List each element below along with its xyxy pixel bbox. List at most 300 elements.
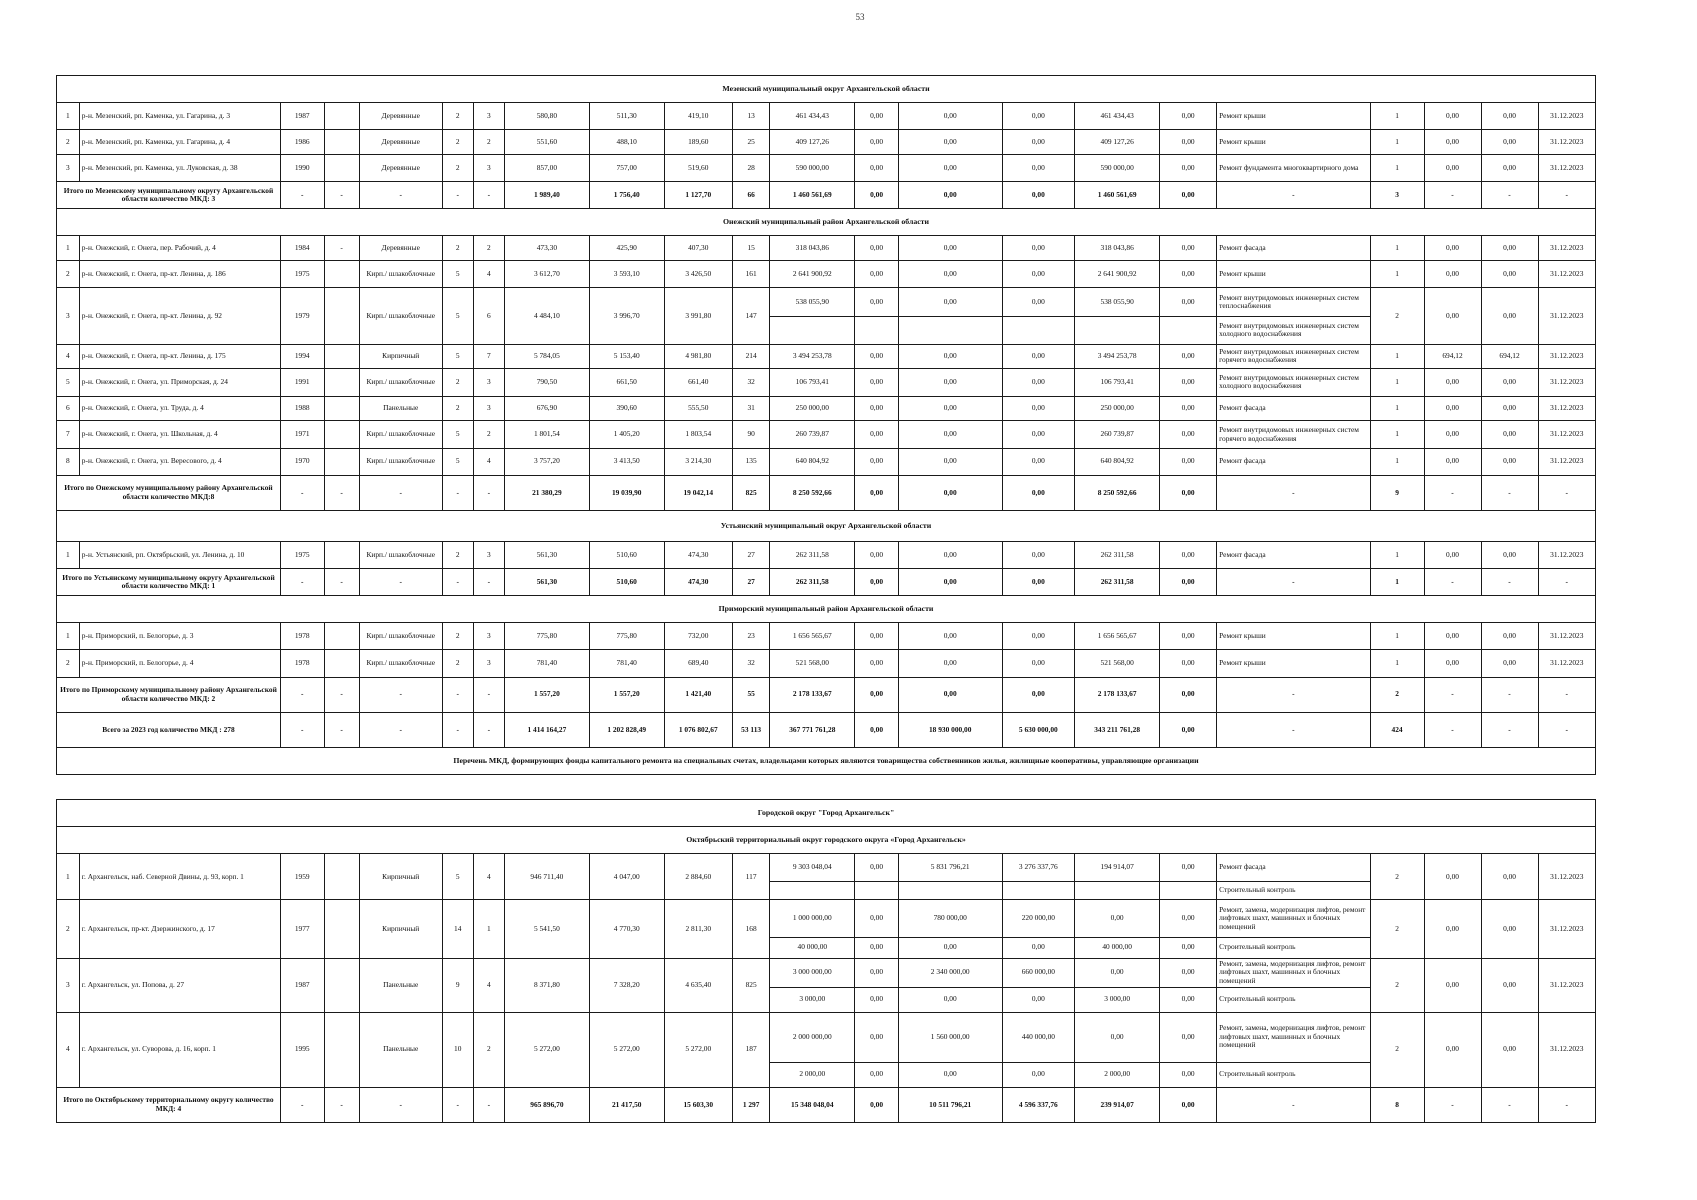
cost-local: 0,00: [1002, 369, 1075, 396]
wall-material: Кирп./ шлакоблочные: [359, 369, 442, 396]
section-header-onezhsky: Онежский муниципальный район Архангельской области: [57, 209, 1596, 236]
limit-cost: 0,00: [1481, 854, 1538, 900]
total-value: -: [324, 1087, 359, 1122]
total-label: Итого по Приморскому муниципальному району Архангельской области количество МКД: 2: [57, 677, 281, 712]
total-value: 4 596 337,76: [1002, 1087, 1075, 1122]
total-cost: 640 804,92: [770, 448, 855, 475]
cost-owners: 3 494 253,78: [1075, 344, 1160, 369]
cost-fund: 0,00: [855, 236, 899, 261]
entrances: 4: [473, 854, 504, 900]
work-count: 1: [1370, 344, 1424, 369]
total-value: -: [1424, 569, 1481, 596]
year: 1959: [280, 854, 324, 900]
total-value: 367 771 761,28: [770, 712, 855, 747]
residential-area: 661,40: [664, 369, 732, 396]
year: 1978: [280, 650, 324, 677]
work-count: 1: [1370, 369, 1424, 396]
limit-cost: 0,00: [1481, 900, 1538, 958]
table-row: [57, 288, 1596, 317]
limit-cost: 0,00: [1481, 421, 1538, 448]
work-count: 1: [1370, 542, 1424, 569]
total-value: -: [1424, 677, 1481, 712]
cost-owners: 318 043,86: [1075, 236, 1160, 261]
wall-material: Деревянные: [359, 130, 442, 155]
empty-col: [324, 854, 359, 900]
unit-cost: 0,00: [1424, 623, 1481, 650]
floors: 14: [442, 900, 473, 958]
total-value: 0,00: [898, 182, 1002, 209]
total-value: 5 630 000,00: [1002, 712, 1075, 747]
total-cost: 1 656 565,67: [770, 623, 855, 650]
work-count: 1: [1370, 130, 1424, 155]
residents: 32: [732, 369, 769, 396]
total-value: -: [1481, 712, 1538, 747]
group-ustyansky: [57, 542, 1596, 596]
unit-cost: 0,00: [1424, 1012, 1481, 1087]
total-area: 3 612,70: [504, 261, 589, 288]
total-value: 0,00: [855, 677, 899, 712]
work-count: 1: [1370, 261, 1424, 288]
work-count: 2: [1370, 288, 1424, 344]
address: р-н. Устьянский, рп. Октябрьский, ул. Ленина, д. 10: [79, 542, 280, 569]
table-row: [57, 261, 1596, 288]
address: р-н. Онежский, г. Онега, пр-кт. Ленина, д. 186: [79, 261, 280, 288]
deadline: 31.12.2023: [1538, 236, 1595, 261]
deadline: 31.12.2023: [1538, 854, 1595, 900]
cost-regional: 0,00: [898, 369, 1002, 396]
wall-material: Панельные: [359, 1012, 442, 1087]
total-cost: 250 000,00: [770, 396, 855, 421]
section-header-special-accounts: Перечень МКД, формирующих фонды капитального ремонта на специальных счетах, владельцами которых являются товарищества собственников жилья, жилищные кооперативы, управляющие организации: [57, 748, 1596, 775]
total-value: 0,00: [1002, 475, 1075, 510]
residential-area: 519,60: [664, 155, 732, 182]
total-value: -: [1424, 712, 1481, 747]
cost-other: 0,00: [1160, 958, 1217, 987]
cost-regional: 0,00: [898, 623, 1002, 650]
total-area: 561,30: [504, 542, 589, 569]
total-value: 55: [732, 677, 769, 712]
work-count: 2: [1370, 854, 1424, 900]
cost-owners: 0,00: [1075, 900, 1160, 937]
total-cost: 262 311,58: [770, 542, 855, 569]
empty-col: [324, 396, 359, 421]
work-type: Ремонт внутридомовых инженерных систем горячего водоснабжения: [1217, 344, 1370, 369]
total-value: -: [473, 712, 504, 747]
total-cost: 2 641 900,92: [770, 261, 855, 288]
work-type: Ремонт фасада: [1217, 396, 1370, 421]
total-value: 9: [1370, 475, 1424, 510]
total-value: 19 039,90: [589, 475, 664, 510]
floors: 2: [442, 650, 473, 677]
year: 1978: [280, 623, 324, 650]
total-value: 1 421,40: [664, 677, 732, 712]
total-cost: 3 494 253,78: [770, 344, 855, 369]
limit-cost: 0,00: [1481, 261, 1538, 288]
unit-cost: 0,00: [1424, 900, 1481, 958]
residential-area: 3 991,80: [664, 288, 732, 344]
cost-local: 3 276 337,76: [1002, 854, 1075, 881]
total-value: 0,00: [1160, 712, 1217, 747]
cost-other: 0,00: [1160, 261, 1217, 288]
floors: 2: [442, 236, 473, 261]
deadline: 31.12.2023: [1538, 261, 1595, 288]
cost-other: 0,00: [1160, 236, 1217, 261]
total-cost: 40 000,00: [770, 937, 855, 958]
total-area: 790,50: [504, 369, 589, 396]
entrances: 6: [473, 288, 504, 344]
limit-cost: 0,00: [1481, 542, 1538, 569]
total-row: [57, 475, 1596, 510]
floors: 5: [442, 261, 473, 288]
total-value: 0,00: [1160, 677, 1217, 712]
total-value: -: [442, 712, 473, 747]
address: р-н. Онежский, г. Онега, ул. Приморская, д. 24: [79, 369, 280, 396]
residential-area: 555,50: [664, 396, 732, 421]
total-label: Итого по Устьянскому муниципальному округу Архангельской области количество МКД: 1: [57, 569, 281, 596]
limit-cost: 0,00: [1481, 958, 1538, 1012]
total-value: 262 311,58: [770, 569, 855, 596]
cost-local: 0,00: [1002, 130, 1075, 155]
limit-cost: 0,00: [1481, 369, 1538, 396]
cost-other: 0,00: [1160, 421, 1217, 448]
total-value: 1 989,40: [504, 182, 589, 209]
total-value: -: [1538, 677, 1595, 712]
cost-owners: 2 000,00: [1075, 1062, 1160, 1087]
total-label: Итого по Мезенскому муниципальному округу Архангельской области количество МКД: 3: [57, 182, 281, 209]
total-cost: 3 000 000,00: [770, 958, 855, 987]
total-value: -: [473, 182, 504, 209]
total-value: 27: [732, 569, 769, 596]
residents: 214: [732, 344, 769, 369]
cost-regional: 0,00: [898, 396, 1002, 421]
total-value: -: [1217, 712, 1370, 747]
total-value: -: [1481, 182, 1538, 209]
deadline: 31.12.2023: [1538, 1012, 1595, 1087]
work-type: Ремонт фасада: [1217, 854, 1370, 881]
cost-other: 0,00: [1160, 650, 1217, 677]
address: р-н. Мезенский, рп. Каменка, ул. Гагарина, д. 3: [79, 103, 280, 130]
total-value: 0,00: [1160, 182, 1217, 209]
cost-fund: 0,00: [855, 396, 899, 421]
blank-cell: [1002, 881, 1075, 900]
row-number: 2: [57, 900, 80, 958]
limit-cost: 0,00: [1481, 650, 1538, 677]
entrances: 2: [473, 130, 504, 155]
cost-local: 0,00: [1002, 155, 1075, 182]
entrances: 3: [473, 103, 504, 130]
spacer-row: [57, 775, 1596, 800]
limit-cost: 0,00: [1481, 396, 1538, 421]
cost-other: 0,00: [1160, 130, 1217, 155]
cost-fund: 0,00: [855, 987, 899, 1012]
year: 1979: [280, 288, 324, 344]
total-value: 0,00: [1002, 182, 1075, 209]
work-type: Строительный контроль: [1217, 987, 1370, 1012]
year: 1984: [280, 236, 324, 261]
cost-fund: 0,00: [855, 344, 899, 369]
group-mezensky: [57, 103, 1596, 209]
deadline: 31.12.2023: [1538, 650, 1595, 677]
total-value: 0,00: [1002, 677, 1075, 712]
cost-regional: 0,00: [898, 448, 1002, 475]
row-number: 1: [57, 542, 80, 569]
residents: 135: [732, 448, 769, 475]
entrances: 7: [473, 344, 504, 369]
living-area: 510,60: [589, 542, 664, 569]
cost-fund: 0,00: [855, 369, 899, 396]
total-value: -: [1424, 475, 1481, 510]
living-area: 781,40: [589, 650, 664, 677]
year: 1970: [280, 448, 324, 475]
year: 1975: [280, 542, 324, 569]
unit-cost: 0,00: [1424, 421, 1481, 448]
total-value: -: [280, 475, 324, 510]
cost-local: 440 000,00: [1002, 1012, 1075, 1062]
work-type: Ремонт фасада: [1217, 448, 1370, 475]
total-label: Всего за 2023 год количество МКД : 278: [57, 712, 281, 747]
work-count: 2: [1370, 1012, 1424, 1087]
row-number: 2: [57, 130, 80, 155]
total-value: 1 127,70: [664, 182, 732, 209]
residents: 32: [732, 650, 769, 677]
living-area: 3 413,50: [589, 448, 664, 475]
cost-other: 0,00: [1160, 623, 1217, 650]
work-type: Ремонт фасада: [1217, 542, 1370, 569]
year: 1991: [280, 369, 324, 396]
total-value: 343 211 761,28: [1075, 712, 1160, 747]
residential-area: 1 803,54: [664, 421, 732, 448]
deadline: 31.12.2023: [1538, 421, 1595, 448]
residential-area: 419,10: [664, 103, 732, 130]
cost-owners: 409 127,26: [1075, 130, 1160, 155]
deadline: 31.12.2023: [1538, 623, 1595, 650]
empty-col: [324, 958, 359, 1012]
total-value: 561,30: [504, 569, 589, 596]
empty-col: [324, 421, 359, 448]
entrances: 4: [473, 958, 504, 1012]
empty-col: [324, 900, 359, 958]
total-value: 15 603,30: [664, 1087, 732, 1122]
living-area: 5 272,00: [589, 1012, 664, 1087]
cost-regional: 0,00: [898, 236, 1002, 261]
blank-cell: [898, 881, 1002, 900]
year: 1975: [280, 261, 324, 288]
total-value: -: [1481, 677, 1538, 712]
cost-regional: 0,00: [898, 155, 1002, 182]
unit-cost: 0,00: [1424, 369, 1481, 396]
empty-col: [324, 103, 359, 130]
cost-fund: 0,00: [855, 155, 899, 182]
year: 1987: [280, 103, 324, 130]
total-value: -: [280, 712, 324, 747]
total-area: 781,40: [504, 650, 589, 677]
residents: 15: [732, 236, 769, 261]
residential-area: 4 981,80: [664, 344, 732, 369]
total-label: Итого по Онежскому муниципальному району Архангельской области количество МКД:8: [57, 475, 281, 510]
total-value: 8 250 592,66: [1075, 475, 1160, 510]
entrances: 3: [473, 396, 504, 421]
cost-regional: 0,00: [898, 542, 1002, 569]
wall-material: Кирп./ шлакоблочные: [359, 288, 442, 344]
total-area: 8 371,80: [504, 958, 589, 1012]
limit-cost: 0,00: [1481, 288, 1538, 344]
deadline: 31.12.2023: [1538, 396, 1595, 421]
limit-cost: 0,00: [1481, 1012, 1538, 1087]
residents: 90: [732, 421, 769, 448]
limit-cost: 0,00: [1481, 623, 1538, 650]
wall-material: Кирп./ шлакоблочные: [359, 448, 442, 475]
living-area: 425,90: [589, 236, 664, 261]
deadline: 31.12.2023: [1538, 958, 1595, 1012]
table-row: [57, 623, 1596, 650]
unit-cost: 0,00: [1424, 261, 1481, 288]
empty-col: -: [324, 236, 359, 261]
cost-regional: 0,00: [898, 937, 1002, 958]
work-type: Ремонт внутридомовых инженерных систем теплоснабжения: [1217, 288, 1370, 317]
total-value: 53 113: [732, 712, 769, 747]
total-value: 825: [732, 475, 769, 510]
cost-owners: 194 914,07: [1075, 854, 1160, 881]
year: 1990: [280, 155, 324, 182]
living-area: 4 047,00: [589, 854, 664, 900]
total-value: -: [324, 475, 359, 510]
cost-fund: 0,00: [855, 288, 899, 317]
residential-area: 3 214,30: [664, 448, 732, 475]
row-number: 6: [57, 396, 80, 421]
address: р-н. Онежский, г. Онега, ул. Школьная, д. 4: [79, 421, 280, 448]
cost-regional: 0,00: [898, 130, 1002, 155]
total-area: 1 801,54: [504, 421, 589, 448]
total-value: -: [324, 712, 359, 747]
total-value: 510,60: [589, 569, 664, 596]
floors: 2: [442, 155, 473, 182]
blank-cell: [855, 317, 899, 344]
total-value: 15 348 048,04: [770, 1087, 855, 1122]
total-value: -: [1424, 1087, 1481, 1122]
total-value: 2: [1370, 677, 1424, 712]
group-onezhsky: [57, 236, 1596, 511]
cost-local: 0,00: [1002, 236, 1075, 261]
floors: 2: [442, 623, 473, 650]
cost-fund: 0,00: [855, 854, 899, 881]
cost-owners: 262 311,58: [1075, 542, 1160, 569]
unit-cost: 0,00: [1424, 288, 1481, 344]
total-label: Итого по Октябрьскому территориальному округу количество МКД: 4: [57, 1087, 281, 1122]
residents: 23: [732, 623, 769, 650]
total-value: -: [359, 475, 442, 510]
cost-owners: 0,00: [1075, 958, 1160, 987]
cost-regional: 780 000,00: [898, 900, 1002, 937]
deadline: 31.12.2023: [1538, 288, 1595, 344]
cost-other: 0,00: [1160, 542, 1217, 569]
living-area: 488,10: [589, 130, 664, 155]
total-value: 262 311,58: [1075, 569, 1160, 596]
total-value: 21 417,50: [589, 1087, 664, 1122]
cost-regional: 1 560 000,00: [898, 1012, 1002, 1062]
table-row: [57, 448, 1596, 475]
total-value: -: [1217, 475, 1370, 510]
cost-fund: 0,00: [855, 103, 899, 130]
wall-material: Панельные: [359, 958, 442, 1012]
address: р-н. Приморский, п. Белогорье, д. 4: [79, 650, 280, 677]
floors: 5: [442, 854, 473, 900]
address: р-н. Мезенский, рп. Каменка, ул. Гагарина, д. 4: [79, 130, 280, 155]
cost-owners: 250 000,00: [1075, 396, 1160, 421]
work-type: Ремонт крыши: [1217, 650, 1370, 677]
address: г. Архангельск, пр-кт. Дзержинского, д. 17: [79, 900, 280, 958]
total-value: -: [442, 1087, 473, 1122]
section-header-mezensky: Мезенский муниципальный округ Архангельской области: [57, 76, 1596, 103]
cost-fund: 0,00: [855, 900, 899, 937]
total-value: 1 557,20: [589, 677, 664, 712]
empty-col: [324, 448, 359, 475]
entrances: 3: [473, 623, 504, 650]
floors: 5: [442, 344, 473, 369]
table-row: [57, 396, 1596, 421]
cost-local: 0,00: [1002, 937, 1075, 958]
total-value: -: [1481, 475, 1538, 510]
table-row: [57, 1012, 1596, 1062]
total-row: [57, 182, 1596, 209]
living-area: 3 593,10: [589, 261, 664, 288]
spacer-row: [57, 48, 1596, 76]
work-type: Ремонт, замена, модернизация лифтов, ремонт лифтовых шахт, машинных и блочных помещений: [1217, 1012, 1370, 1062]
cost-fund: 0,00: [855, 1012, 899, 1062]
work-type: Строительный контроль: [1217, 881, 1370, 900]
year: 1994: [280, 344, 324, 369]
cost-regional: 0,00: [898, 261, 1002, 288]
blank-cell: [1160, 881, 1217, 900]
unit-cost: 0,00: [1424, 130, 1481, 155]
cost-regional: 2 340 000,00: [898, 958, 1002, 987]
floors: 2: [442, 542, 473, 569]
section-header-oktyabrsky: Октябрьский территориальный округ городского округа «Город Архангельск»: [57, 827, 1596, 854]
cost-owners: 0,00: [1075, 1012, 1160, 1062]
total-value: -: [442, 182, 473, 209]
year: 1986: [280, 130, 324, 155]
floors: 2: [442, 369, 473, 396]
total-value: 1 460 561,69: [1075, 182, 1160, 209]
total-cost: 590 000,00: [770, 155, 855, 182]
address: р-н. Онежский, г. Онега, ул. Труда, д. 4: [79, 396, 280, 421]
work-type: Ремонт крыши: [1217, 261, 1370, 288]
floors: 5: [442, 288, 473, 344]
total-area: 775,80: [504, 623, 589, 650]
floors: 2: [442, 130, 473, 155]
empty-col: [324, 623, 359, 650]
work-type: Строительный контроль: [1217, 937, 1370, 958]
total-value: 1: [1370, 569, 1424, 596]
total-area: 4 484,10: [504, 288, 589, 344]
living-area: 390,60: [589, 396, 664, 421]
total-value: 0,00: [898, 569, 1002, 596]
residential-area: 4 635,40: [664, 958, 732, 1012]
entrances: 2: [473, 421, 504, 448]
blank-cell: [770, 317, 855, 344]
empty-col: [324, 288, 359, 344]
living-area: 7 328,20: [589, 958, 664, 1012]
address: г. Архангельск, ул. Попова, д. 27: [79, 958, 280, 1012]
cost-other: 0,00: [1160, 103, 1217, 130]
total-value: -: [280, 182, 324, 209]
table-row: [57, 900, 1596, 937]
residential-area: 474,30: [664, 542, 732, 569]
work-count: 1: [1370, 650, 1424, 677]
cost-other: 0,00: [1160, 448, 1217, 475]
cost-other: 0,00: [1160, 288, 1217, 317]
work-count: 1: [1370, 155, 1424, 182]
capital-repair-table: [56, 48, 1596, 1123]
